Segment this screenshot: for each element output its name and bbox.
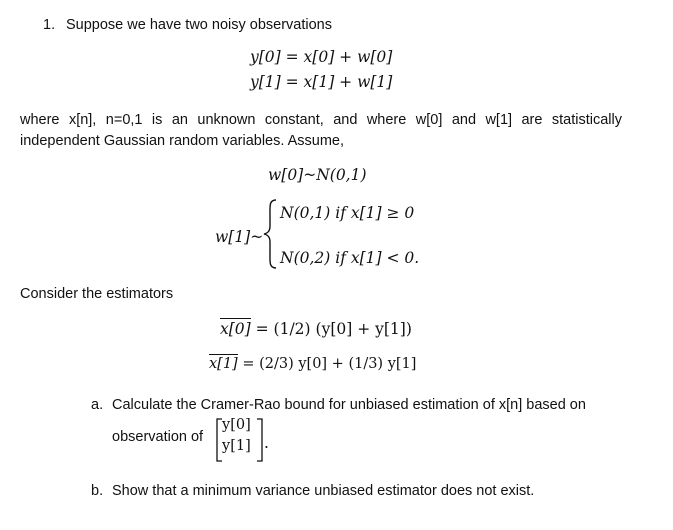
vector-end-period: . [264,434,269,452]
part-a-text: Calculate the Cramer-Rao bound for unbiased estimation of x[n] based on [112,397,586,413]
vector-top: y[0] [222,417,251,433]
part-b-label: b. [91,483,104,499]
left-brace-icon [262,198,278,270]
w0-distribution: w[0]~N(0,1) [268,166,367,184]
problem-intro: Suppose we have two noisy observations [66,17,332,33]
w1-distribution-lhs: w[1]~ [215,228,264,246]
estimator-0-rhs: = (1/2) (y[0] + y[1]) [255,320,412,338]
observation-equation-1: y[1] = x[1] + w[1] [250,73,393,91]
where-paragraph: where x[n], n=0,1 is an unknown constant, and where w[0] and w[1] are statistically independent Gaussian random variables. Assume, [20,112,622,149]
right-bracket-icon [256,418,264,462]
estimator-1-rhs: = (2/3) y[0] + (1/3) y[1] [242,356,417,372]
w1-case-1: N(0,1) if x[1] ≥ 0 [280,204,415,222]
vector-bottom: y[1] [222,438,251,454]
part-a-label: a. [91,397,104,413]
estimator-0-lhs: x[0] [220,320,251,338]
observation-equation-0: y[0] = x[0] + w[0] [250,48,393,66]
part-b-text: Show that a minimum variance unbiased estimator does not exist. [112,483,535,499]
consider-text: Consider the estimators [20,286,174,302]
problem-number: 1. [43,17,56,33]
estimator-1-lhs: x[1] [209,356,238,372]
w1-case-2: N(0,2) if x[1] < 0. [280,249,420,267]
estimator-0 [220,320,412,338]
part-a-observation-text: observation of [112,429,204,445]
estimator-1 [209,356,416,372]
